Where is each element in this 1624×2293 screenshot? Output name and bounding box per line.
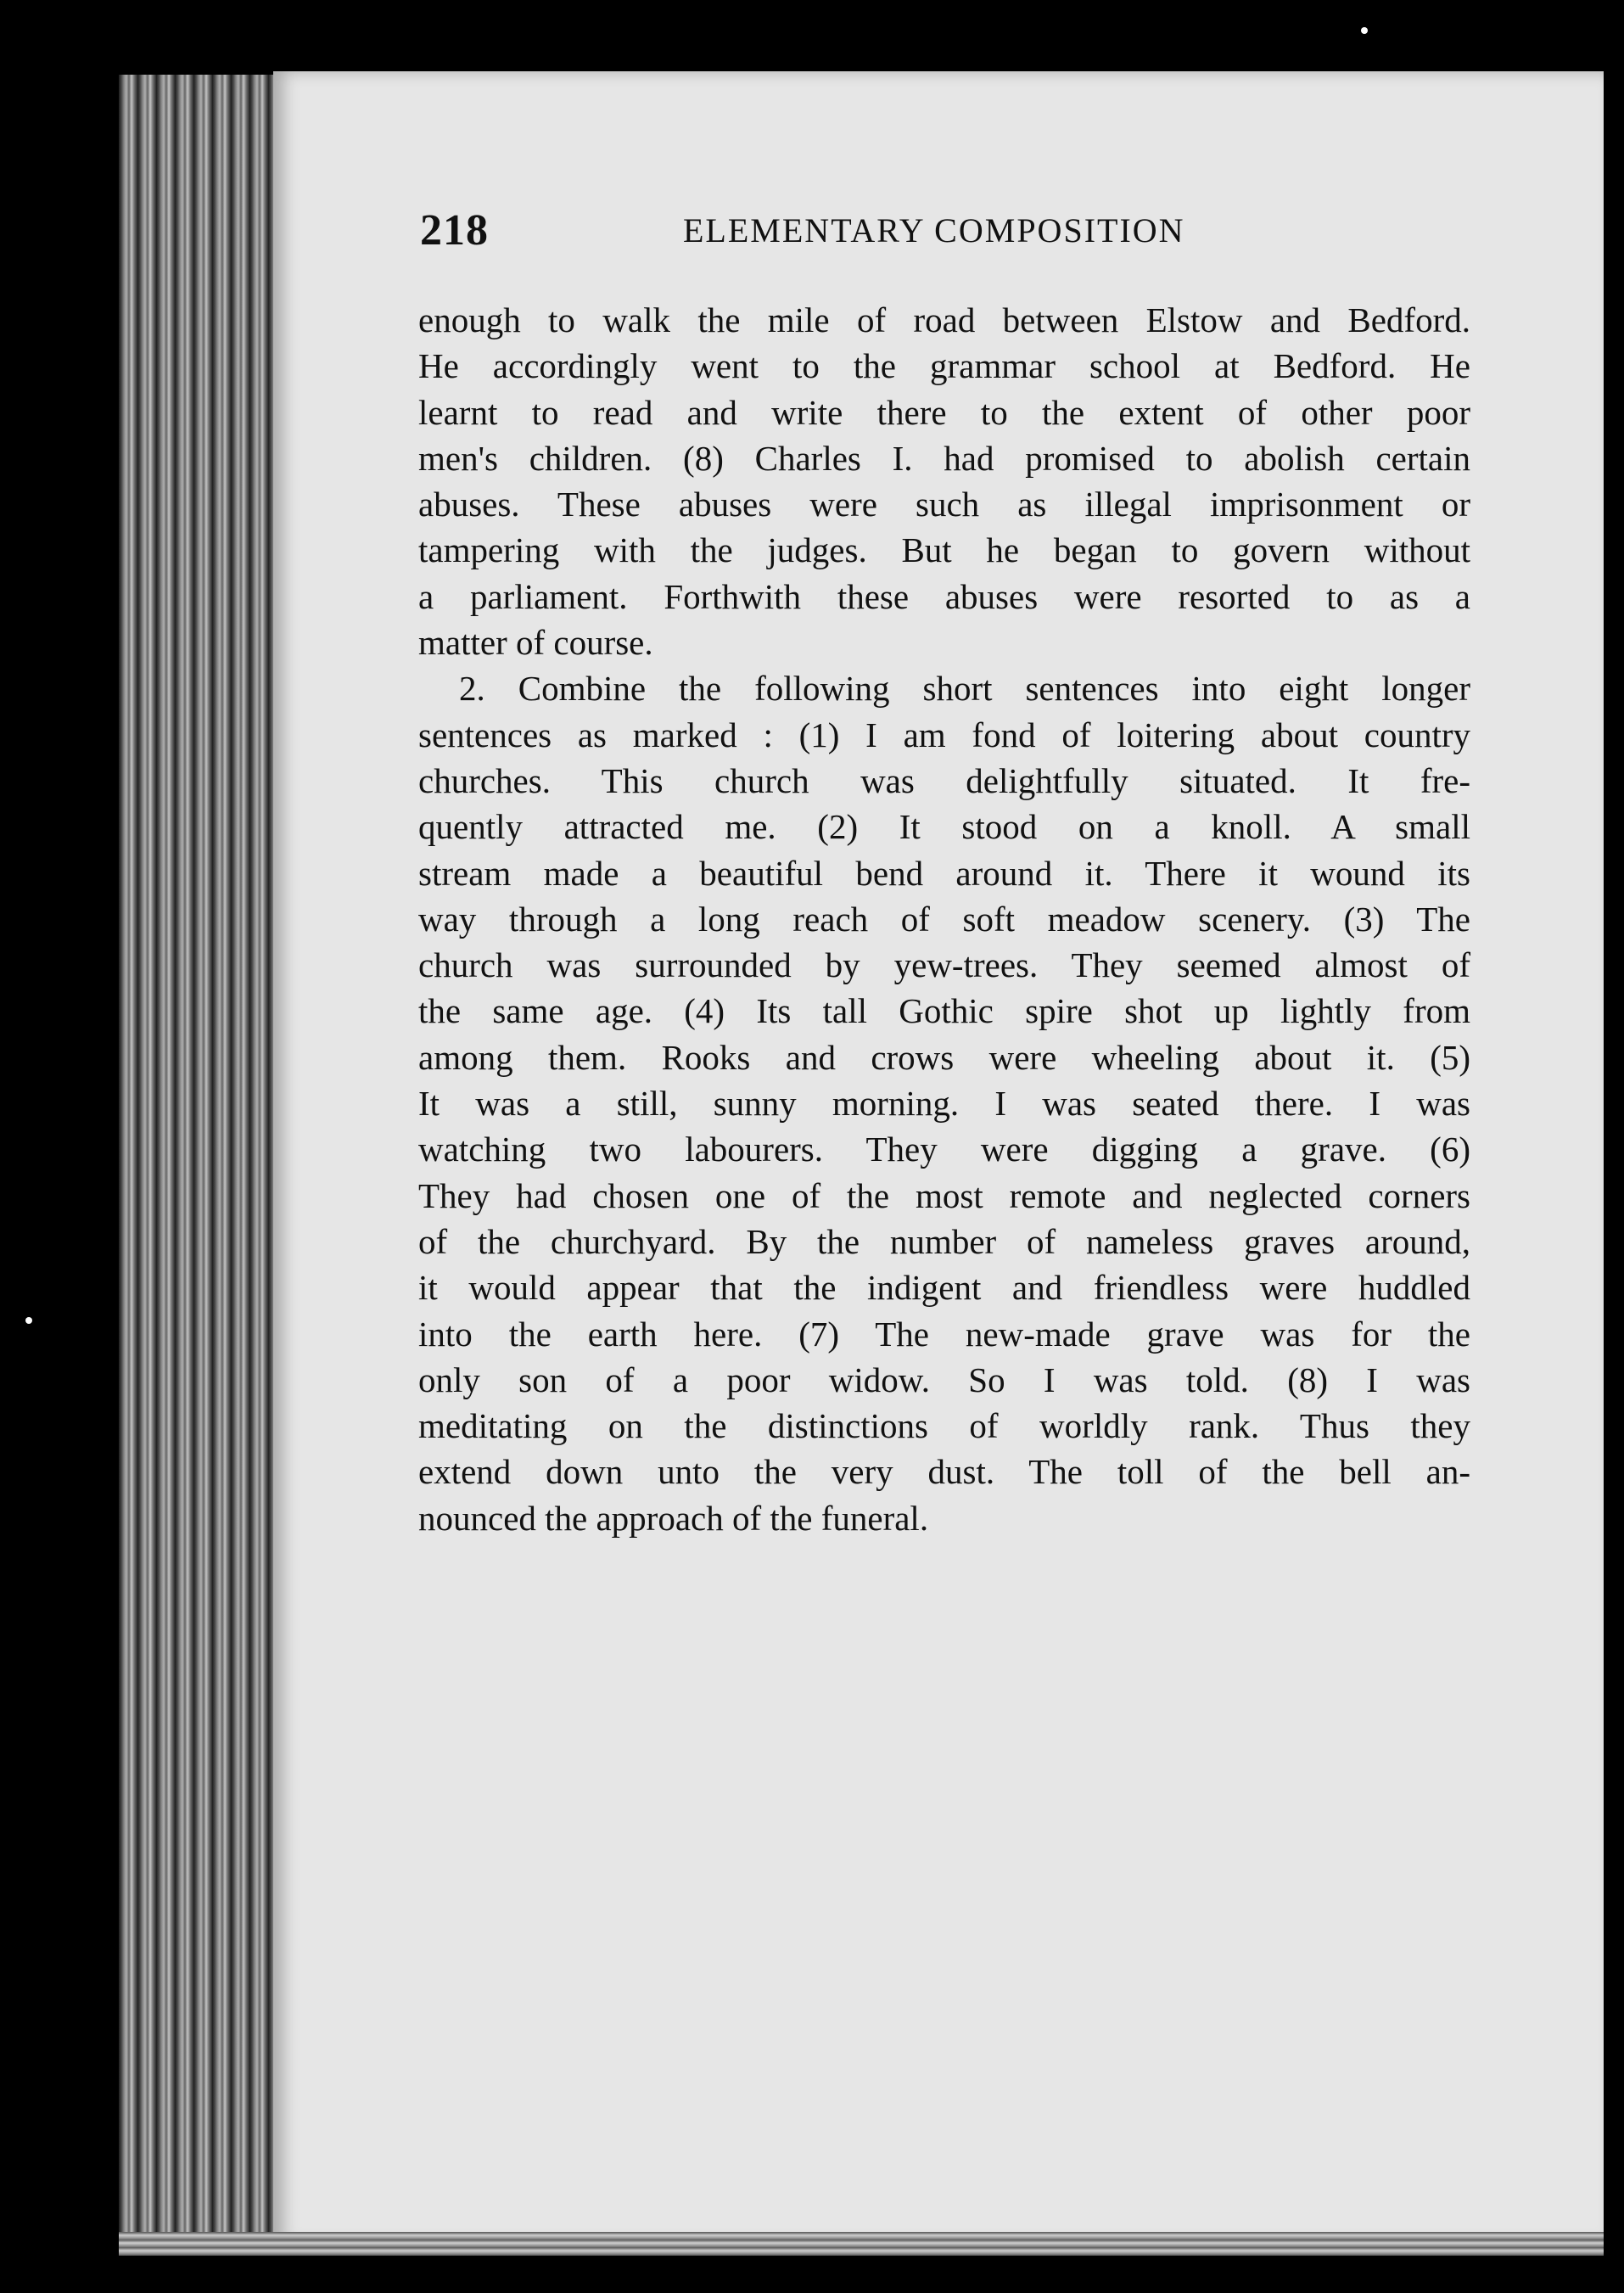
text-line: learnt to read and write there to the extent of other poor — [418, 392, 1470, 432]
book-bottom-edge — [119, 2232, 1604, 2256]
running-head: ELEMENTARY COMPOSITION — [683, 211, 1185, 249]
text-line: it would appear that the indigent and friendless were huddled — [418, 1268, 1470, 1308]
text-line: 2. Combine the following short sentences into eight longer — [459, 669, 1470, 709]
text-line: among them. Rooks and crows were wheeling about it. (5) — [418, 1037, 1470, 1077]
text-line: watching two labourers. They were digging a grave. (6) — [418, 1130, 1470, 1169]
text-line: extend down unto the very dust. The toll of the bell an- — [418, 1452, 1470, 1492]
body-text — [418, 297, 1470, 1541]
text-line: churches. This church was delightfully situated. It fre- — [418, 760, 1470, 800]
page-number: 218 — [420, 206, 489, 255]
text-line: sentences as marked : (1) I am fond of loitering about country — [418, 715, 1470, 754]
text-line: matter of course. — [418, 623, 653, 663]
book-page-edges — [119, 75, 288, 2256]
text-line: only son of a poor widow. So I was told. (8) I was — [418, 1360, 1470, 1399]
paragraph-1 — [418, 297, 1470, 665]
text-line: abuses. These abuses were such as illegal imprisonment or — [418, 485, 1470, 524]
text-line: nounced the approach of the funeral. — [418, 1498, 929, 1538]
text-line: into the earth here. (7) The new-made grave was for the — [418, 1314, 1470, 1354]
text-line: a parliament. Forthwith these abuses were resorted to as a — [418, 576, 1470, 616]
dust-speck — [1361, 27, 1368, 34]
dust-speck — [25, 1317, 32, 1324]
text-line: He accordingly went to the grammar school at Bedford. He — [418, 346, 1470, 386]
text-line: church was surrounded by yew-trees. They seemed almost of — [418, 945, 1470, 985]
text-line: It was a still, sunny morning. I was seated there. I was — [418, 1084, 1470, 1124]
text-line: the same age. (4) Its tall Gothic spire shot up lightly from — [418, 991, 1470, 1031]
text-line: tampering with the judges. But he began to govern without — [418, 530, 1470, 570]
text-line: meditating on the distinctions of worldly rank. Thus they — [418, 1406, 1470, 1446]
paragraph-2 — [418, 665, 1470, 1541]
text-line: enough to walk the mile of road between Elstow and Bedford. — [418, 300, 1470, 339]
text-line: They had chosen one of the most remote and neglected corners — [418, 1175, 1470, 1215]
text-line: men's children. (8) Charles I. had promised to abolish certain — [418, 438, 1470, 478]
text-line: stream made a beautiful bend around it. There it wound its — [418, 853, 1470, 893]
page-header — [420, 202, 1235, 270]
text-line: way through a long reach of soft meadow scenery. (3) The — [418, 899, 1470, 939]
text-line: of the churchyard. By the number of nameless graves around, — [418, 1221, 1470, 1261]
text-line: quently attracted me. (2) It stood on a knoll. A small — [418, 807, 1470, 847]
